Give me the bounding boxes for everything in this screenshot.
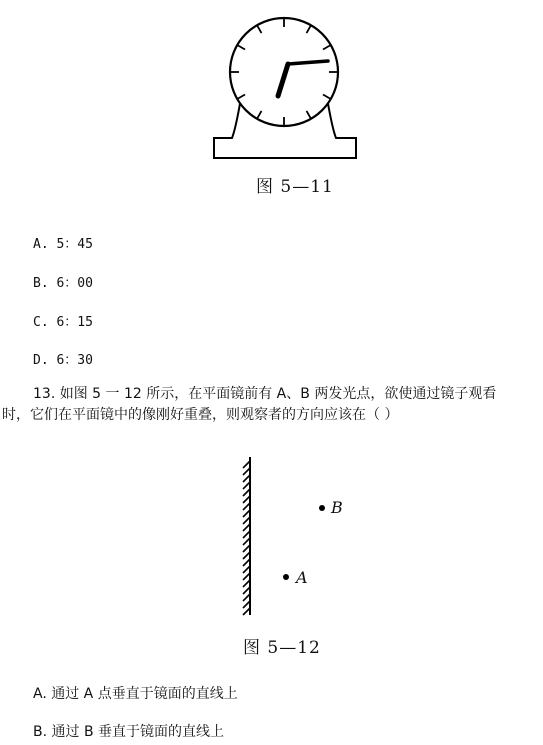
figure-5-11-caption: 图 5—11 [256,177,334,197]
mirror-hatch-line [243,531,250,538]
mirror-hatch-line [243,475,250,482]
question-13-line-2: 时，它们在平面镜中的像刚好重叠，则观察者的方向应该在（ ） [2,407,399,423]
mirror-hatch-line [243,559,250,566]
point-b-label: B [331,498,343,517]
mirror-hatch-line [243,608,250,615]
mirror-hatch-line [243,489,250,496]
mirror-figure [236,455,356,620]
mirror-hatch-line [243,496,250,503]
mirror-hatch-line [243,482,250,489]
option-a-through-a: A. 通过 A 点垂直于镜面的直线上 [33,686,238,702]
point-a [283,574,289,580]
mirror-hatch-line [243,573,250,580]
mirror-hatch-line [243,566,250,573]
mirror-hatch-line [243,517,250,524]
mirror-hatch-line [243,594,250,601]
mirror-hatch-line [243,503,250,510]
option-c-6-15: C. 6：15 [33,315,93,330]
mirror-hatch-line [243,510,250,517]
mirror-hatch-line [243,601,250,608]
mirror-hatch-line [243,468,250,475]
mirror-hatch-line [243,587,250,594]
mirror-hatch-line [243,538,250,545]
point-b [319,505,325,511]
figure-5-12-caption: 图 5—12 [243,638,321,658]
mirror-hatch-line [243,580,250,587]
option-a-5-45: A. 5：45 [33,237,93,252]
mirror-hatch-line [243,461,250,468]
point-a-label: A [296,568,308,587]
option-d-6-30: D. 6：30 [33,353,93,368]
option-b-through-b: B. 通过 B 垂直于镜面的直线上 [33,724,225,740]
mirror-hatch-line [243,552,250,559]
mirror-hatch-line [243,545,250,552]
clock-figure [212,0,362,162]
mirror-hatching [243,461,250,615]
option-b-6-00: B. 6：00 [33,276,93,291]
question-13-line-1: 13. 如图 5 一 12 所示，在平面镜前有 A、B 两发光点，欲使通过镜子观看 [33,386,497,402]
mirror-hatch-line [243,524,250,531]
